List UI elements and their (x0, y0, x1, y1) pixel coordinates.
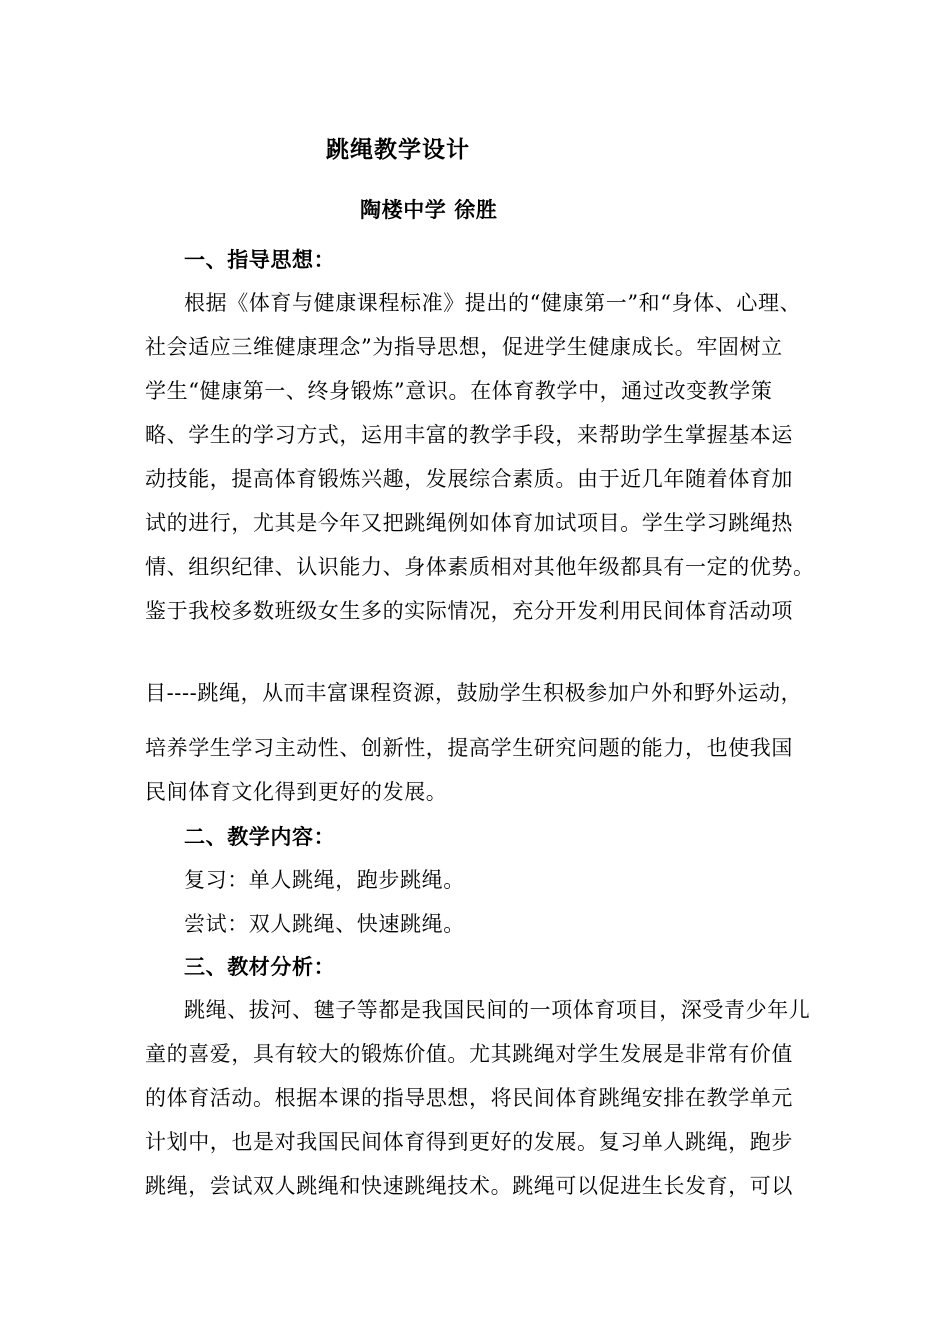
paragraph-line: 跳绳，尝试双人跳绳和快速跳绳技术。跳绳可以促进生长发育，可以 (145, 1174, 793, 1198)
paragraph-line: 计划中，也是对我国民间体育得到更好的发展。复习单人跳绳，跑步 (145, 1130, 793, 1154)
paragraph-line: 的体育活动。根据本课的指导思想，将民间体育跳绳安排在教学单元 (145, 1086, 793, 1110)
paragraph-line: 童的喜爱，具有较大的锻炼价值。尤其跳绳对学生发展是非常有价值 (145, 1042, 793, 1066)
paragraph-line: 根据《体育与健康课程标准》提出的“健康第一”和“身体、心理、 (184, 291, 802, 315)
paragraph-line: 鉴于我校多数班级女生多的实际情况，充分开发利用民间体育活动项 (145, 599, 793, 623)
section-heading-material-analysis: 三、教材分析： (184, 954, 336, 979)
paragraph-line: 跳绳、拔河、毽子等都是我国民间的一项体育项目，深受青少年儿 (184, 998, 811, 1022)
paragraph-line: 复习：单人跳绳，跑步跳绳。 (184, 868, 465, 892)
section-heading-teaching-content: 二、教学内容： (184, 824, 336, 849)
paragraph-line: 略、学生的学习方式，运用丰富的教学手段，来帮助学生掌握基本运 (145, 423, 793, 447)
paragraph-line: 学生“健康第一、终身锻炼”意识。在体育教学中，通过改变教学策 (145, 379, 773, 403)
paragraph-line: 试的进行，尤其是今年又把跳绳例如体育加试项目。学生学习跳绳热 (145, 511, 793, 535)
document-title: 跳绳教学设计 (326, 136, 470, 163)
paragraph-line: 民间体育文化得到更好的发展。 (145, 780, 448, 804)
paragraph-line: 尝试：双人跳绳、快速跳绳。 (184, 912, 465, 936)
paragraph-line: 目----跳绳，从而丰富课程资源，鼓励学生积极参加户外和野外运动， (145, 681, 803, 705)
paragraph-line: 情、组织纪律、认识能力、身体素质相对其他年级都具有一定的优势。 (145, 555, 815, 579)
paragraph-line: 培养学生学习主动性、创新性，提高学生研究问题的能力，也使我国 (145, 736, 793, 760)
paragraph-line: 社会适应三维健康理念”为指导思想，促进学生健康成长。牢固树立 (145, 335, 783, 359)
section-heading-guiding-ideology: 一、指导思想： (184, 247, 336, 272)
author-line: 陶楼中学 徐胜 (360, 197, 498, 222)
paragraph-line: 动技能，提高体育锻炼兴趣，发展综合素质。由于近几年随着体育加 (145, 467, 793, 491)
